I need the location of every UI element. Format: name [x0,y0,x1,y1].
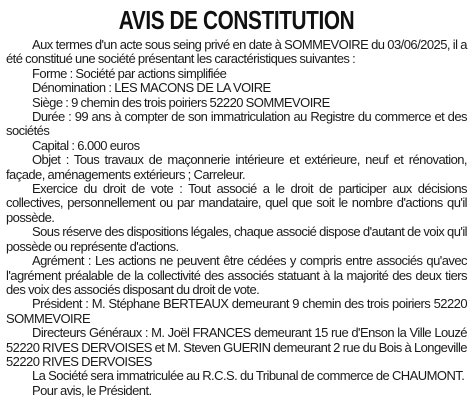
paragraph-duration: Durée : 99 ans à compter de son immatriculation au Registre du commerce et des sociétés [6,109,467,139]
paragraph-preamble: Aux termes d'un acte sous seing privé en date à SOMMEVOIRE du 03/06/2025, il a été constitué une société présentant les caractéristiques suivantes : [6,37,467,67]
paragraph-legal-reserve: Sous réserve des dispositions légales, chaque associé dispose d'autant de voix qu'il possède ou représente d'actions. [6,224,467,254]
paragraph-approval: Agrément : Les actions ne peuvent être cédées y compris entre associés qu'avec l'agrément préalable de la collectivité des associés statuant à la majorité des deux tiers des voix des associés disposant du droit de vote. [6,253,467,297]
notice-title: AVIS DE CONSTITUTION [118,5,355,35]
paragraph-purpose: Objet : Tous travaux de maçonnerie intérieure et extérieure, neuf et rénovation, façade, aménagements extérieurs ; Carreleur. [6,152,467,182]
paragraph-head-office: Siège : 9 chemin des trois poiriers 52220 SOMMEVOIRE [32,94,330,110]
paragraph-form: Forme : Société par actions simplifiée [32,65,227,81]
paragraph-registration: La Société sera immatriculée au R.C.S. du Tribunal de commerce de CHAUMONT. [32,368,465,384]
paragraph-signature: Pour avis, le Président. [32,382,152,398]
paragraph-capital: Capital : 6.000 euros [32,137,140,153]
paragraph-voting-rights: Exercice du droit de vote : Tout associé a le droit de participer aux décisions collectives, personnellement ou par mandataire, quel que soit le nombre d'actions qu'il possède. [6,181,467,225]
paragraph-company-name: Dénomination : LES MACONS DE LA VOIRE [32,80,271,96]
paragraph-general-directors: Directeurs Généraux : M. Joël FRANCES demeurant 15 rue d'Enson la Ville Louzé 52220 RIVES DERVOISES et M. Steven GUERIN demeurant 2 rue du Bois à Longeville 52220 RIVES DERVOISES [6,325,467,369]
notice-body [6,38,467,398]
paragraph-president: Président : M. Stéphane BERTEAUX demeurant 9 chemin des trois poiriers 52220 SOMMEVOIRE [6,296,467,326]
